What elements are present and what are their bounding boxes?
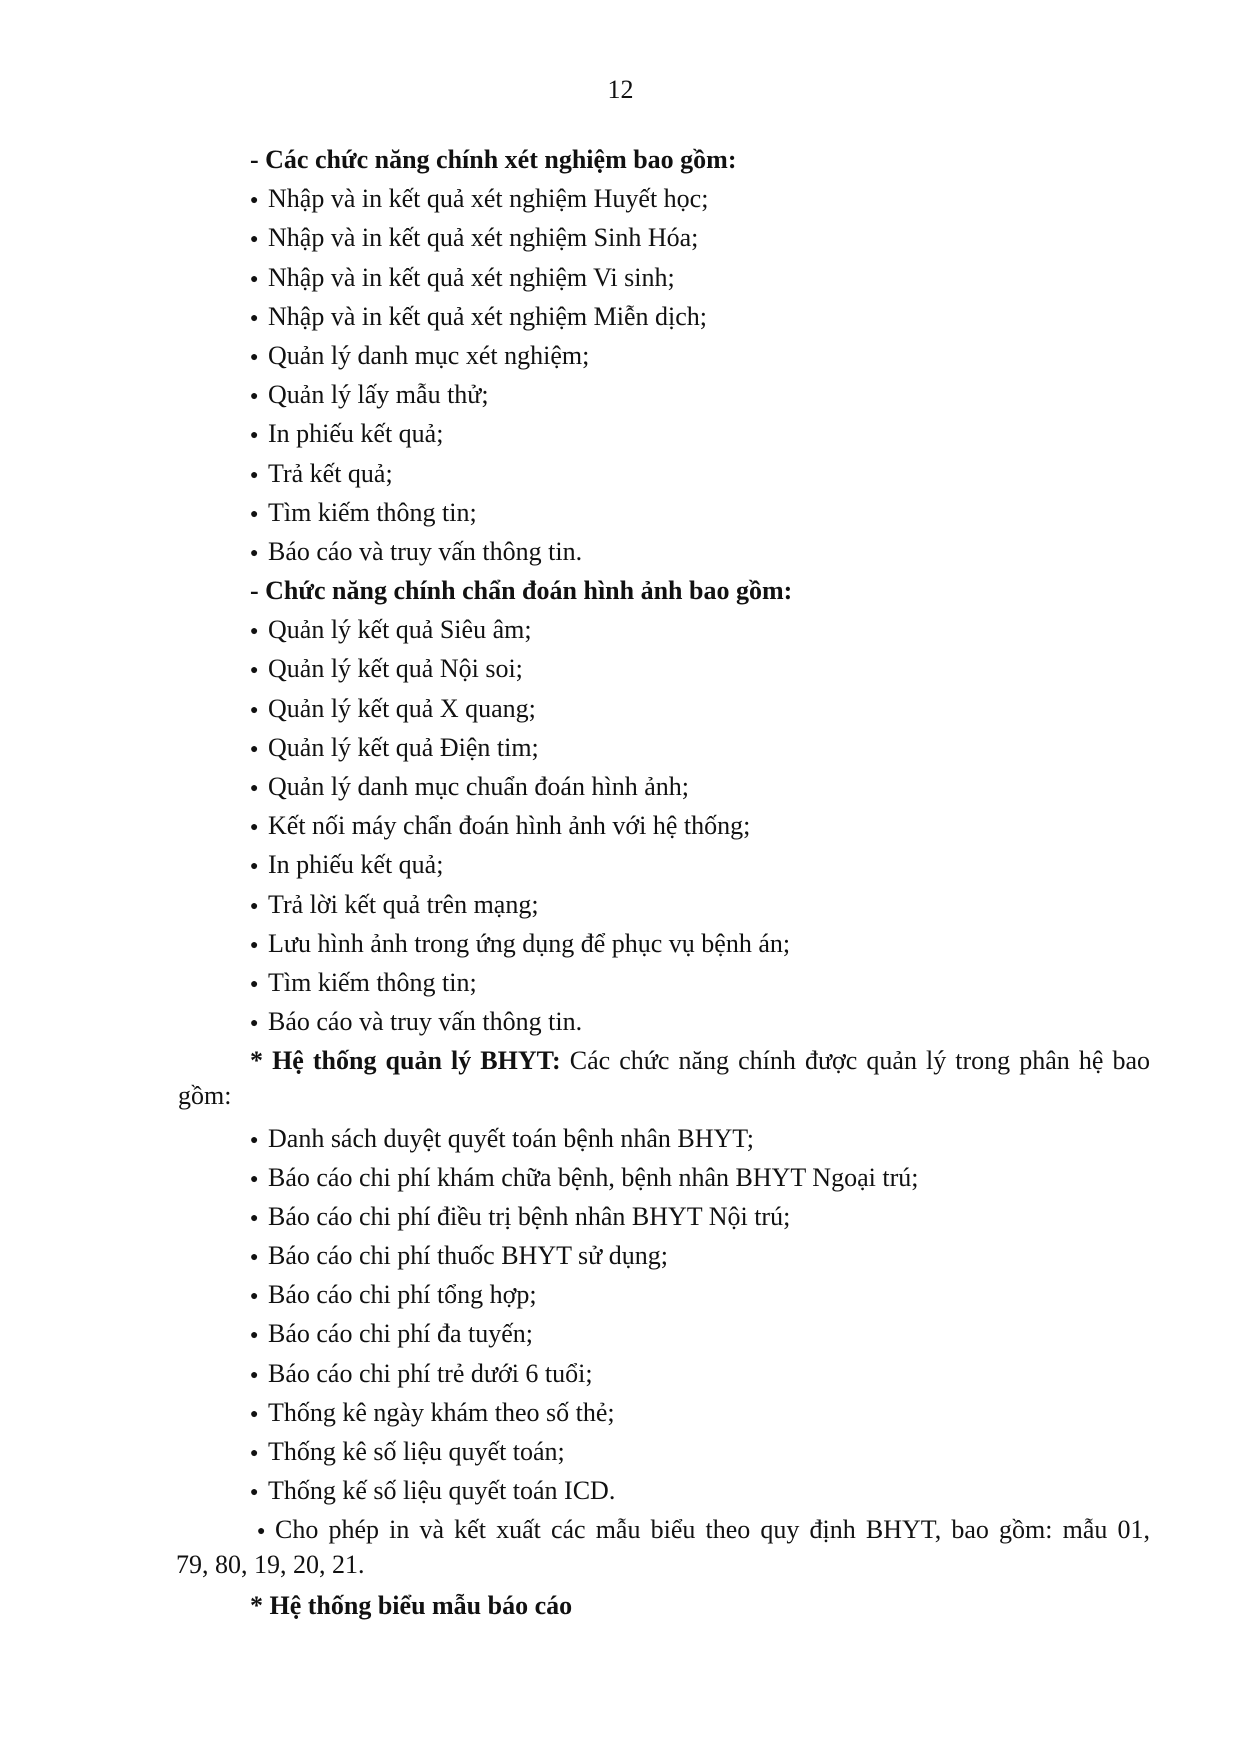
bullet-icon: ● (250, 1210, 259, 1226)
list-item: ● Quản lý danh mục xét nghiệm; (0, 336, 1241, 375)
list-item: ● Tìm kiếm thông tin; (0, 493, 1241, 532)
list-item: ● Báo cáo chi phí trẻ dưới 6 tuổi; (0, 1354, 1241, 1393)
list-item: ● Báo cáo chi phí thuốc BHYT sử dụng; (0, 1236, 1241, 1275)
list-item: ● Danh sách duyệt quyết toán bệnh nhân BHYT; (0, 1119, 1241, 1158)
bhyt-print-continuation: 79, 80, 19, 20, 21. (176, 1549, 365, 1579)
list-item: ● Báo cáo chi phí tổng hợp; (0, 1275, 1241, 1314)
bhyt-print-paragraph: ● Cho phép in và kết xuất các mẫu biểu theo quy định BHYT, bao gồm: mẫu 01, (0, 1510, 1150, 1549)
bullet-icon: ● (250, 937, 259, 953)
bullet-icon: ● (250, 1406, 259, 1422)
bullet-icon: ● (257, 1524, 266, 1540)
bullet-icon: ● (250, 1485, 259, 1501)
bhyt-list (0, 1111, 1241, 1511)
list-item: ● Tìm kiếm thông tin; (0, 963, 1241, 1002)
imaging-list (0, 610, 1241, 1041)
list-item: ● Lưu hình ảnh trong ứng dụng để phục vụ bệnh án; (0, 924, 1241, 963)
bullet-icon: ● (250, 467, 259, 483)
bullet-icon: ● (250, 193, 259, 209)
bullet-icon: ● (250, 820, 259, 836)
list-item: ● Báo cáo và truy vấn thông tin. (0, 532, 1241, 571)
bullet-icon: ● (250, 545, 259, 561)
list-item: ● Báo cáo chi phí điều trị bệnh nhân BHYT Nội trú; (0, 1197, 1241, 1236)
bullet-icon: ● (250, 741, 259, 757)
list-item: ● Thống kê ngày khám theo số thẻ; (0, 1393, 1241, 1432)
list-item: ● Báo cáo và truy vấn thông tin. (0, 1002, 1241, 1041)
document-body (0, 140, 1241, 1625)
bullet-icon: ● (250, 1289, 259, 1305)
bullet-icon: ● (250, 349, 259, 365)
bullet-icon: ● (250, 506, 259, 522)
bullet-icon: ● (250, 1328, 259, 1344)
list-item: ● Báo cáo chi phí đa tuyến; (0, 1314, 1241, 1353)
bhyt-heading-bold: * Hệ thống quản lý BHYT: (250, 1046, 561, 1076)
bullet-icon: ● (250, 1446, 259, 1461)
bullet-icon: ● (250, 232, 259, 248)
list-item: ● In phiếu kết quả; (0, 845, 1241, 884)
bhyt-section-heading (0, 1041, 1150, 1080)
list-item: ● In phiếu kết quả; (0, 414, 1241, 453)
bullet-icon: ● (250, 389, 259, 405)
bullet-icon: ● (250, 271, 259, 287)
list-item: ● Báo cáo chi phí khám chữa bệnh, bệnh nhân BHYT Ngoại trú; (0, 1158, 1241, 1197)
bullet-icon: ● (250, 428, 259, 444)
list-item: ● Thống kê số liệu quyết toán; (0, 1432, 1241, 1471)
bullet-icon: ● (250, 1171, 259, 1187)
lab-section-heading: - Các chức năng chính xét nghiệm bao gồm: (250, 145, 737, 174)
list-item: ● Quản lý lấy mẫu thử; (0, 375, 1241, 414)
list-item: ● Quản lý kết quả Nội soi; (0, 649, 1241, 688)
list-item: ● Nhập và in kết quả xét nghiệm Vi sinh; (0, 258, 1241, 297)
bullet-icon: ● (250, 781, 259, 796)
list-item: ● Nhập và in kết quả xét nghiệm Huyết học; (0, 179, 1241, 218)
list-item: ● Nhập và in kết quả xét nghiệm Miễn dịch; (0, 297, 1241, 336)
bhyt-heading-rest: Các chức năng chính được quản lý trong phân hệ bao (569, 1046, 1151, 1076)
list-item: ● Trả lời kết quả trên mạng; (0, 885, 1241, 924)
bullet-icon: ● (250, 310, 259, 326)
list-item: ● Quản lý kết quả Siêu âm; (0, 610, 1241, 649)
list-item: ● Kết nối máy chẩn đoán hình ảnh với hệ thống; (0, 806, 1241, 845)
bullet-icon: ● (250, 1250, 259, 1266)
bullet-icon: ● (250, 859, 259, 875)
list-item: ● Quản lý danh mục chuẩn đoán hình ảnh; (0, 767, 1241, 806)
list-item: ● Trả kết quả; (0, 454, 1241, 493)
imaging-section-heading: - Chức năng chính chẩn đoán hình ảnh bao gồm: (250, 576, 793, 606)
page-number: 12 (607, 75, 634, 104)
list-item: ● Nhập và in kết quả xét nghiệm Sinh Hóa; (0, 218, 1241, 257)
bullet-icon: ● (250, 702, 259, 718)
reports-section-heading: * Hệ thống biểu mẫu báo cáo (250, 1590, 573, 1620)
list-item: ● Quản lý kết quả Điện tim; (0, 728, 1241, 767)
list-item: ● Thống kế số liệu quyết toán ICD. (0, 1471, 1241, 1510)
bullet-icon: ● (250, 898, 259, 914)
bullet-icon: ● (250, 1016, 259, 1032)
bullet-icon: ● (250, 663, 259, 679)
bullet-icon: ● (250, 1132, 259, 1148)
bullet-icon: ● (250, 976, 259, 992)
bullet-icon: ● (250, 1367, 259, 1383)
bhyt-heading-continuation: gồm: (178, 1080, 232, 1110)
lab-list (0, 179, 1241, 571)
list-item: ● Quản lý kết quả X quang; (0, 689, 1241, 728)
bullet-icon: ● (250, 624, 259, 640)
